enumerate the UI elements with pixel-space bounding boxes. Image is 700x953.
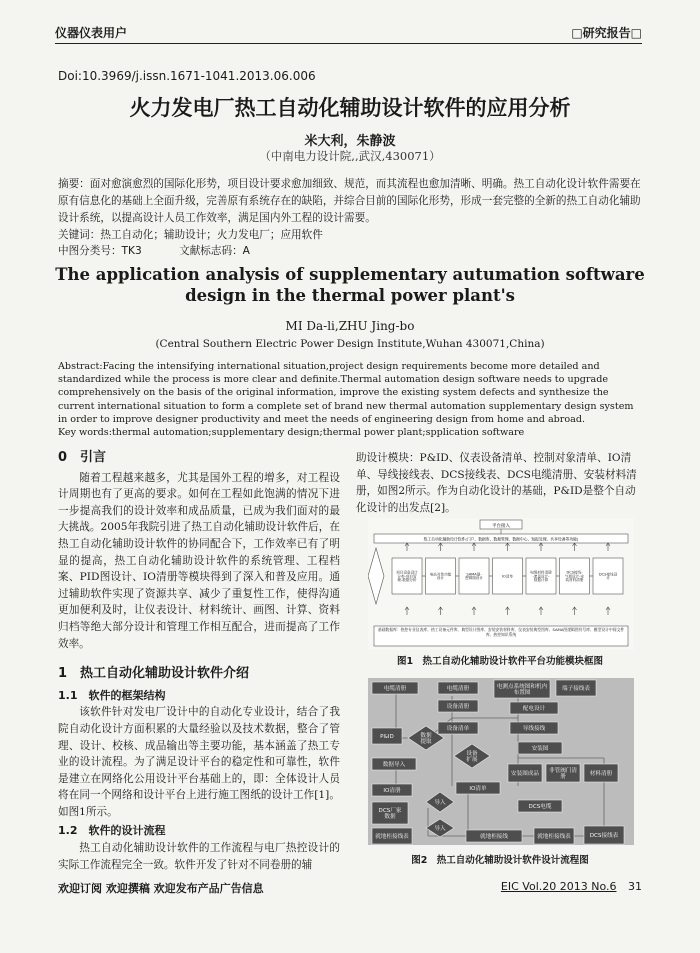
fig2-label-dcs_terminal: DCS接线表 [589,832,619,839]
abstract-cn: 摘要：面对愈演愈烈的国际化形势，项目设计要求愈加细致、规范，而其流程也愈加清晰、明确。热工自动化设计软件需要在原有信息化的基础上全面升级，完善原有系统存在的缺陷，并综合目前的国际化形势，形成一套完整的全新的热工自动化辅助设计系统，以提高设计人员工作效率，满足国内外工程的设计需要。 [58,178,641,224]
right-column-paragraph: 助设计模块：P&ID、仪表设备清单、控制对象清单、IO清单、导线接线表、DCS接线表、DCS电缆清册、安装材料清册，如图2所示。作为自动化设计的基础，P&ID是整个自动化设计的出发点[2]。 [356,452,637,514]
fig1-module-label: 电站对象功能设计 [429,572,452,581]
fig1-bottom-text: 基础数据库：热控专业仪表库、热工设备元件库、典型设计图库、安装安装材料库、仪表安装典型图库、SAMA图逻辑图符号库、模型设计中间文件库、热控知识系统 [377,627,625,637]
section-0-paragraph: 随着工程越来越多，尤其是国外工程的增多，对工程设计周期也有了更高的要求。如何在工程如此饱满的情况下进一步提高我们的设计效率和成品质量，已成为我们面对的最大挑战。2005年我院引进了热工自动化辅助设计软件后，在热工自动化辅助设计软件的协同配合下，工作效率已有了明显的提高，热工自动化辅助设计软件的系统管理、工程档案、PID图设计、IO清册等模块得到了深入和普及应用。通过辅助软件实现了资源共享、减少了重复性工作，使得沟通更加便利及时，让仪表设计、材料统计、画图、计算、资料归档等绝大部分设计和管理工作相互配合，进而提高了工作效率。 [58,471,340,650]
fig2-label-ground_cable: 就地柜接线 [480,833,508,840]
class-number: 中图分类号：TK3 [58,245,142,257]
fig2-label-import1: 导入 [434,799,446,806]
fig1-module-label: IO清单 [501,574,514,579]
fig1-module-label: 项目设备设计分类-项目管理-数据分析 [396,570,418,583]
figure-2-caption: 图2 热工自动化辅助设计软件设计流程图 [411,855,589,866]
fig1-module-label: DCS接线设计 [598,572,618,581]
fig2-label-device_list: 设备清册 [446,703,470,710]
journal-name: 仪器仪表用户 [55,26,128,40]
fig2-label-dcs_vendor: DCS厂家数据 [378,807,402,821]
fig2-label-config_design: 配电设计 [522,705,546,712]
authors-cn: 米大利，朱静波 [304,134,396,149]
header-rule [55,43,642,44]
section-1-heading: 1 热工自动化辅助设计软件介绍 [58,666,250,682]
right-column [356,450,644,516]
section-0-heading: 0 引言 [58,450,107,465]
fig2-label-install_mat: 安装图成品 [511,770,539,777]
fig2-label-field_cable: 就地柜接线表 [375,833,409,840]
section-1-2-paragraph: 热工自动化辅助设计软件的工作流程与电厂热控设计的实际工作流程完全一致。软件开发了针对不同卷册的辅 [58,842,340,871]
fig2-label-device_single: 设备清单 [446,725,470,732]
fig1-banner: 热工自动化辅助设计软件(门户、数据库、数据管理、数据中心、短报处理、共享设备等功能) [423,536,579,542]
title-en: The application analysis of supplementary autumation software design in the thermal power plant's [55,265,645,305]
fig2-label-data_import: 数据导入 [382,761,406,768]
fig1-module-label: SAMA图-逻辑图设计 [465,572,483,581]
fig2-label-dcs_cable: DCS电缆 [528,803,552,810]
affiliation-cn: （中南电力设计院,,武汉,430071） [259,149,441,163]
section-1-2-heading: 1.2 软件的设计流程 [58,824,166,838]
fig1-module-label: DCS接线-气源设计-安装材料清册 [564,570,585,583]
fig2-label-install_dwg: 非管阀门清册 [549,767,577,781]
fig2-label-terminal_panel: 端子接线表 [562,685,590,692]
classification-line [58,243,644,258]
section-1-1-heading: 1.1 软件的框架结构 [58,688,166,702]
keywords-cn: 关键词：热工自动化；辅助设计；火力发电厂；应用软件 [58,229,323,241]
footer-issue [501,880,642,893]
fig2-label-wire_table: 导线接线 [522,725,546,732]
left-column [58,450,340,873]
fig2-label-install_drawing: 安装图 [531,745,549,752]
keywords-en: Key words:thermal automation;supplementary design;thermal power plant;spplication software [58,427,525,438]
fig1-top-label: 平台接入 [492,523,510,529]
column-name: □研究报告□ [571,26,642,40]
section-1-1-paragraph: 该软件针对发电厂设计中的自动化专业设计，结合了我院自动化设计方面积累的大量经验以及技术数据，整合了管理、设计、校核、成品输出等主要功能，基本涵盖了热工专业的设计流程。为了满足设计平台的稳定性和可靠性，软件是建立在网络化公用设计平台基础上的，即：全体设计人员将在同一个网络和设计平台上进行施工图纸的设计工作[1]。如图1所示。 [58,706,340,818]
fig2-label-elec_list: 电缆清册 [446,685,470,692]
fig2-label-device_expand: 设备扩展 [466,750,478,764]
abstract-en: Abstract:Facing the intensifying international situation,project design requirements become more detailed and standardized while the process is more clear and definite.Thermal automation design software needs to upgrade comprehensively on the basis of the original information, improve the existing system defects and synthesize the current international situation to form a complete set of brand new thermal automation supplementary design system in order to improve designer productivity and meet the needs of engineering design from home and abroad. [58,361,634,425]
fig2-label-ctrl_system: 电测点系统图和机内布置图 [496,683,548,697]
footer-slogan: 欢迎订阅 欢迎撰稿 欢迎发布产品广告信息 [58,882,264,895]
fig2-label-import2: 导入 [434,825,446,832]
fig2-label-io_list: IO清册 [383,787,401,794]
fig2-label-field_wire: 就地柜接线表 [537,833,571,840]
figure-1-caption: 图1 热工自动化辅助设计软件平台功能模块框图 [396,656,604,667]
fig2-label-pid: P&ID [380,733,394,740]
fig1-module-label: 电缆材料清册-流量设计-数据计算 [530,570,552,583]
authors-en: MI Da-li,ZHU Jing-bo [285,319,415,333]
fig2-label-io_list2: IO清单 [469,785,487,792]
footer-journal: EIC Vol.20 2013 No.6 [500,880,617,893]
page-number: 31 [628,880,642,893]
doi: Doi:10.3969/j.issn.1671-1041.2013.06.006 [58,69,316,83]
fig2-label-material: 材料清册 [589,770,613,777]
fig2-label-data_extract: 数据提取 [420,732,432,746]
document-code: 文献标志码：A [179,245,250,257]
affiliation-en: (Central Southern Electric Power Design Institute,Wuhan 430071,China) [155,338,545,350]
title-cn: 火力发电厂热工自动化辅助设计软件的应用分析 [129,96,571,120]
fig2-label-power_list: 电缆清册 [383,685,407,692]
figure-2-flowchart [368,678,634,845]
figure-1-diagram [368,518,634,650]
